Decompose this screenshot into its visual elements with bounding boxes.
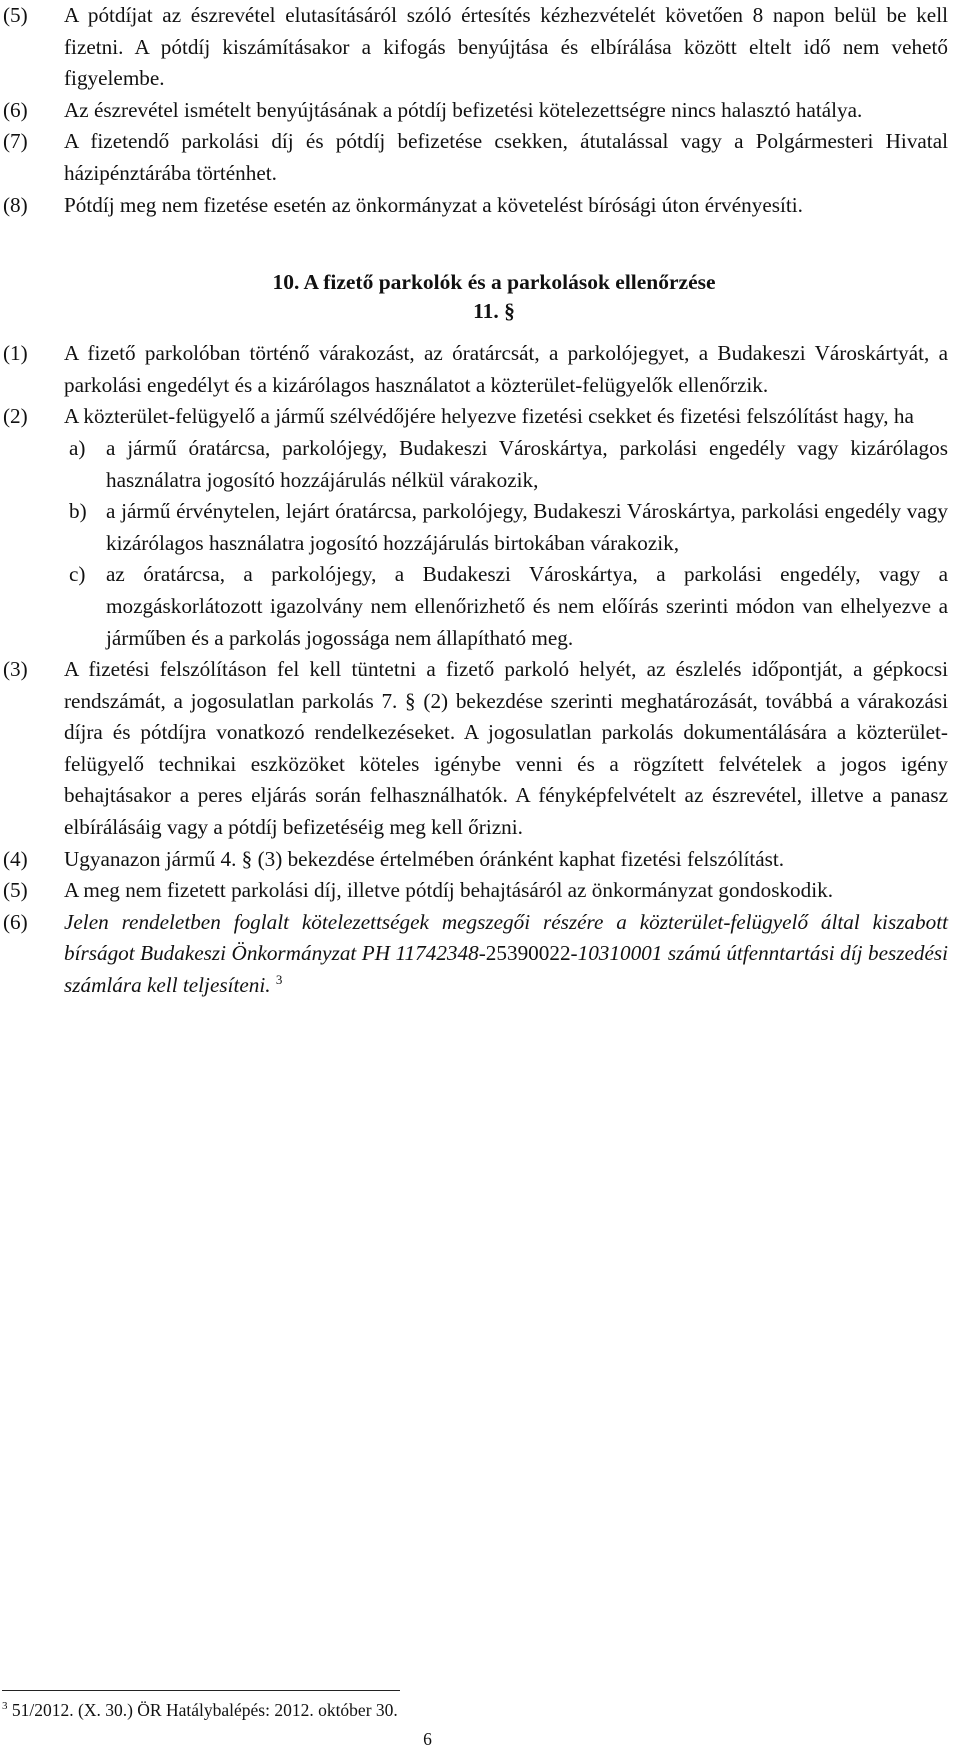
paragraph-number: (5) — [3, 3, 28, 27]
section-paragraph-2 — [0, 401, 948, 433]
paragraph-text: A pótdíjat az észrevétel elutasításáról szóló értesítés kézhezvételét követően 8 napon belül be kell fizetni. A pótdíj kiszámításakor a kifogás benyújtása és elbírálása között eltelt idő nem vehető figyelembe. — [64, 3, 948, 91]
list-item-letter: a) — [69, 435, 86, 460]
section-heading — [40, 297, 948, 326]
paragraph-text: A fizetési felszólításon fel kell tüntetni a fizető parkoló helyét, az észlelés időpontját, a gépkocsi rendszámát, a jogosulatlan parkolás 7. § (2) bekezdése szerinti meghatározását, továbbá a várakozási díjra és pótdíjra vonatkozó rendelkezéseket. A jogosulatlan parkolás dokumentálására a közterület-felügyelő technikai eszközöket köteles igénybe venni és a rögzített felvételek a jogos igény behajtásakor a peres eljárás során felhasználhatók. A fényképfelvételt az észrevétel, illetve a panasz elbírálásáig vagy a pótdíj befizetéséig meg kell őrizni. — [64, 657, 948, 840]
paragraph-number: (3) — [3, 657, 28, 682]
page-number: 6 — [423, 1729, 432, 1749]
section-paragraph-1 — [0, 338, 948, 401]
chapter-heading: 10. A fizető parkolók és a parkolások ellenőrzése — [272, 270, 716, 295]
footnote-marker: 3 — [2, 1700, 8, 1712]
footnote-divider — [2, 1690, 400, 1691]
chapter-heading-block — [0, 268, 948, 326]
footnote-text: 51/2012. (X. 30.) ÖR Hatálybalépés: 2012. október 30. — [11, 1700, 398, 1720]
paragraph-text: A meg nem fizetett parkolási díj, illetve pótdíj behajtásáról az önkormányzat gondoskodik. — [64, 878, 834, 903]
footnote-reference[interactable]: 3 — [275, 972, 283, 988]
section-paragraph-5 — [0, 875, 948, 907]
paragraph-text-account-prefix: 25390022- — [485, 941, 578, 966]
paragraph-text: Pótdíj meg nem fizetése esetén az önkormányzat a követelést bírósági úton érvényesíti. — [64, 192, 803, 217]
paragraph-text-italic: Jelen rendeletben foglalt kötelezettségek megszegői részére a közterület-felügyelő által kiszabott bírságot Budakeszi Önkormányzat PH 11742348- — [64, 909, 948, 966]
section-sign: § — [504, 299, 515, 324]
section-body — [0, 338, 948, 1001]
paragraph-7-prior — [0, 126, 948, 189]
paragraph-number: (2) — [3, 404, 28, 429]
footnote — [2, 1699, 398, 1721]
section-number: 11. — [473, 299, 499, 324]
paragraph-number: (6) — [3, 909, 28, 934]
paragraph-text: Ugyanazon jármű 4. § (3) bekezdése értelmében óránként kaphat fizetési felszólítást. — [64, 846, 785, 871]
paragraph-text: A közterület-felügyelő a jármű szélvédőjére helyezve fizetési csekket és fizetési felszólítást hagy, ha — [64, 404, 914, 429]
list-item-letter: c) — [69, 562, 86, 587]
paragraph-number: (6) — [3, 97, 28, 122]
section-paragraph-3 — [0, 654, 948, 844]
section-paragraph-6 — [0, 907, 948, 1002]
list-item-text: a jármű érvénytelen, lejárt óratárcsa, parkolójegy, Budakeszi Városkártya, parkolási engedély vagy kizárólagos használatra jogosító hozzájárulás birtokában várakozik, — [106, 499, 948, 555]
paragraph-number: (8) — [3, 192, 28, 217]
list-item-letter: b) — [69, 499, 87, 524]
paragraph-number: (4) — [3, 846, 28, 871]
list-item-a — [0, 433, 948, 496]
paragraph-text-italic-end: 10310001 számú útfenntartási díj beszedési számlára kell teljesíteni. — [64, 941, 949, 998]
paragraph-number: (5) — [3, 878, 28, 903]
paragraph-text: A fizetendő parkolási díj és pótdíj befizetése csekken, átutalással vagy a Polgármesteri Hivatal házipénztárába történhet. — [64, 129, 948, 185]
list-item-b — [0, 496, 948, 559]
paragraph-5-prior — [0, 0, 948, 95]
paragraph-number: (1) — [3, 341, 28, 366]
list-item-text: az óratárcsa, a parkolójegy, a Budakeszi Városkártya, a parkolási engedély, vagy a mozgáskorlátozott igazolvány nem ellenőrizhető és nem előírás szerinti módon van elhelyezve a járműben és a parkolás jogossága nem állapítható meg. — [106, 562, 948, 650]
paragraph-8-prior — [0, 190, 948, 222]
list-item-text: a jármű óratárcsa, parkolójegy, Budakeszi Városkártya, parkolási engedély vagy kizárólagos használatra jogosító hozzájárulás nélkül várakozik, — [106, 435, 948, 492]
section-paragraph-4 — [0, 844, 948, 876]
paragraph-text: A fizető parkolóban történő várakozást, az óratárcsát, a parkolójegyet, a Budakeszi Városkártyát, a parkolási engedélyt és a kizárólagos használatot a közterület-felügyelők ellenőrzik. — [64, 341, 948, 397]
list-item-c — [0, 559, 948, 654]
paragraph-text: Az észrevétel ismételt benyújtásának a pótdíj befizetési kötelezettségre nincs halasztó hatálya. — [64, 97, 863, 122]
paragraph-number: (7) — [3, 129, 28, 154]
paragraph-6-prior — [0, 95, 948, 127]
